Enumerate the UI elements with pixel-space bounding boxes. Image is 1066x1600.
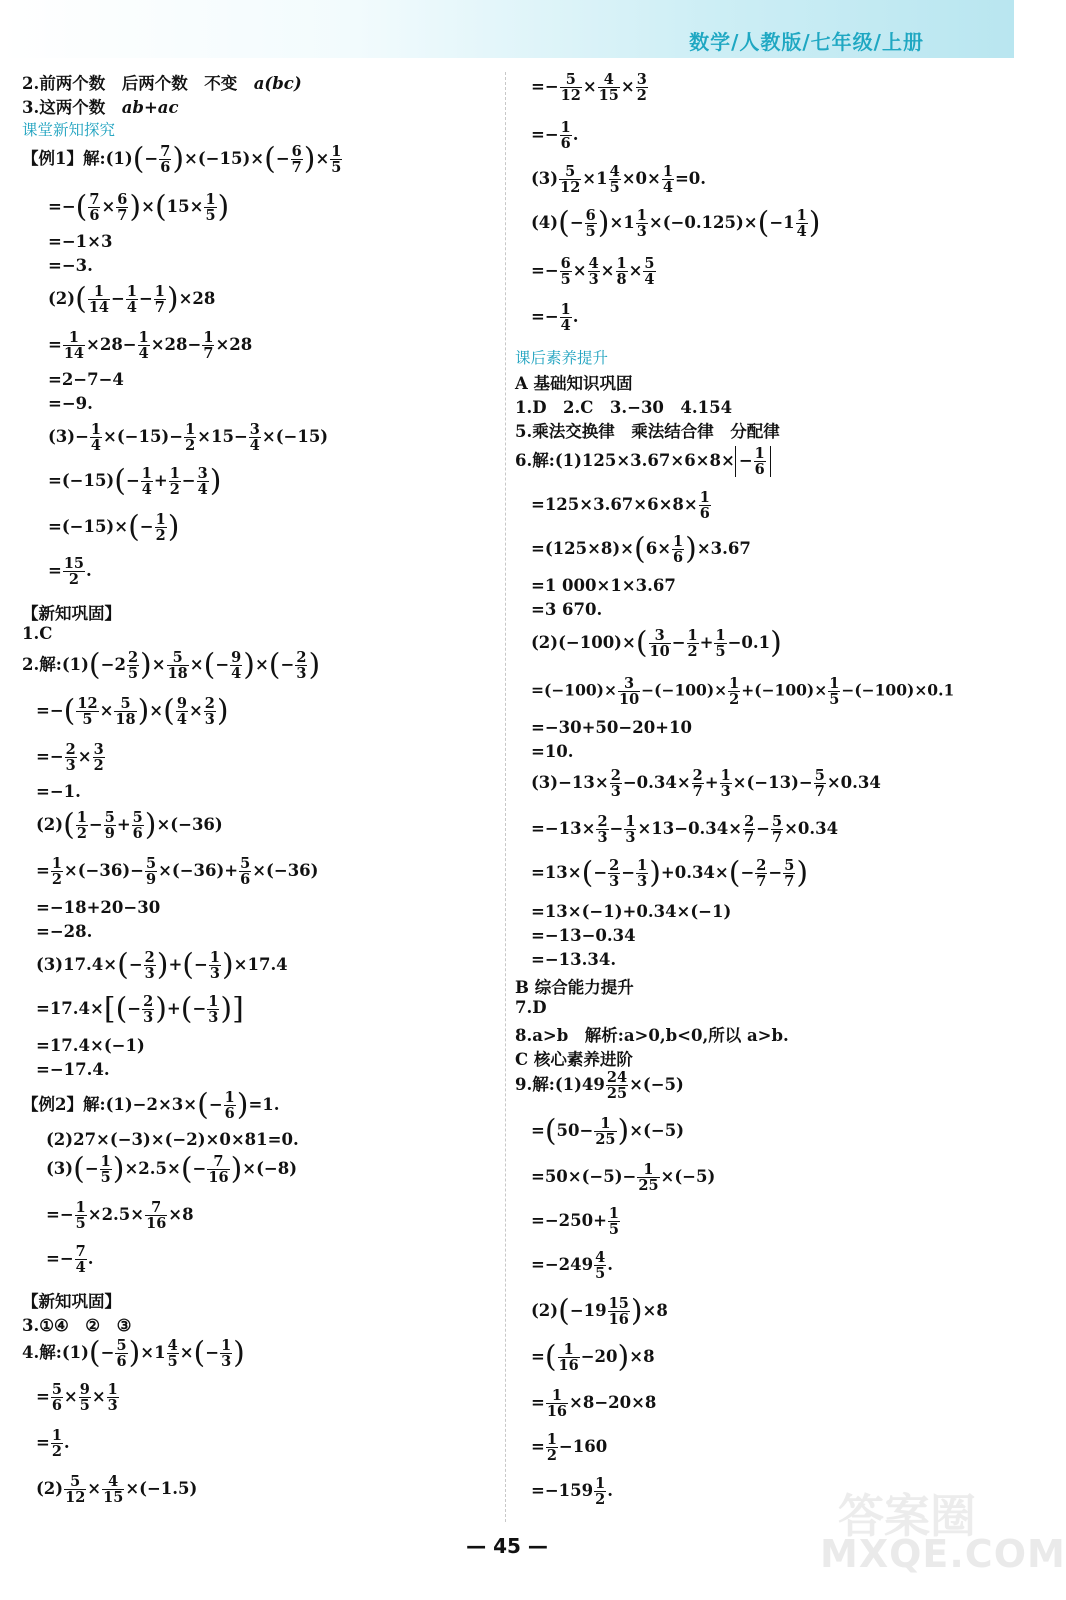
math-line: =50×(−5)− $\frac{1}{25}$ ×(−5) bbox=[531, 1161, 716, 1195]
math-line: 2.解:(1)(−2 $\frac{2}{5}$ )× $\frac{5}{18}$ ×(− $\frac{9}{4}$ )×(− $\frac{2}{3}$ ) bbox=[22, 647, 321, 683]
math-line: 4.解:(1)(− $\frac{5}{6}$ )×1 $\frac{4}{5}$ ×(− $\frac{1}{3}$ ) bbox=[22, 1335, 245, 1371]
math-line: (2)27×(−3)×(−2)×0×81=0. bbox=[46, 1130, 299, 1149]
answer-line: 5.乘法交换律 乘法结合律 分配律 bbox=[515, 422, 780, 441]
math-line: (3) $\frac{5}{12}$ ×1 $\frac{4}{5}$ ×0× $\frac{1}{4}$ =0. bbox=[531, 163, 706, 197]
math-line: (2)( $\frac{1}{14}$ − $\frac{1}{4}$ − $\frac{1}{7}$ )×28 bbox=[48, 281, 216, 317]
math-line: =−159 $\frac{1}{2}$ . bbox=[531, 1475, 613, 1509]
watermark-logo: 答案圈 bbox=[838, 1489, 976, 1543]
math-line: =13×(−1)+0.34×(−1) bbox=[531, 902, 732, 921]
subsection-heading: C 核心素养进阶 bbox=[515, 1050, 633, 1069]
math-line: =10. bbox=[531, 742, 574, 761]
math-line: =(−100)× $\frac{3}{10}$ −(−100)× $\frac{1}{2}$ +(−100)× $\frac{1}{5}$ −(−100)×0.1 bbox=[531, 675, 955, 709]
math-line: = $\frac{1}{2}$ ×(−36)− $\frac{5}{9}$ ×(−36)+ $\frac{5}{6}$ ×(−36) bbox=[36, 855, 319, 889]
answer-line: 2.前两个数 后两个数 不变 a(bc) bbox=[22, 74, 302, 93]
math-line: (3)(− $\frac{1}{5}$ )×2.5×(− $\frac{7}{16}$ )×(−8) bbox=[46, 1151, 298, 1187]
math-line: =(50− $\frac{1}{25}$ )×(−5) bbox=[531, 1113, 684, 1149]
math-line: = $\frac{1}{2}$ . bbox=[36, 1427, 70, 1461]
math-line: = $\frac{15}{2}$ . bbox=[48, 555, 92, 589]
math-line: =(−15)×(− $\frac{1}{2}$ ) bbox=[48, 509, 180, 545]
answer-line: 1.C bbox=[22, 624, 53, 643]
math-line: =17.4×(−1) bbox=[36, 1036, 145, 1055]
math-line: =(125×8)×(6× $\frac{1}{6}$ )×3.67 bbox=[531, 531, 751, 567]
math-line: (2)(−100)×( $\frac{3}{10}$ − $\frac{1}{2}$ + $\frac{1}{5}$ −0.1) bbox=[531, 625, 782, 661]
math-line: =−( $\frac{12}{5}$ × $\frac{5}{18}$ )×( $\frac{9}{4}$ × $\frac{2}{3}$ ) bbox=[36, 693, 229, 729]
math-line: =− $\frac{6}{5}$ × $\frac{4}{3}$ × $\frac{1}{8}$ × $\frac{5}{4}$ bbox=[531, 255, 655, 289]
column-divider bbox=[505, 72, 506, 1522]
subsection-heading: A 基础知识巩固 bbox=[515, 374, 633, 393]
math-line: =− $\frac{1}{6}$ . bbox=[531, 119, 579, 153]
math-line: =2−7−4 bbox=[48, 370, 124, 389]
math-line: =(−15)(− $\frac{1}{4}$ + $\frac{1}{2}$ − $\frac{3}{4}$ ) bbox=[48, 463, 222, 499]
page-number: — 45 — bbox=[466, 1534, 548, 1558]
math-line: =− $\frac{2}{3}$ × $\frac{3}{2}$ bbox=[36, 741, 104, 775]
math-line: =−13−0.34 bbox=[531, 926, 636, 945]
math-line: =−249 $\frac{4}{5}$ . bbox=[531, 1249, 613, 1283]
math-line: = $\frac{1}{2}$ −160 bbox=[531, 1431, 608, 1465]
watermark-url: MXQE.COM bbox=[820, 1532, 1066, 1576]
math-line: =− $\frac{1}{4}$ . bbox=[531, 301, 579, 335]
example-line: 【例1】解:(1)(− $\frac{7}{6}$ )×(−15)×(− $\frac{6}{7}$ )× $\frac{1}{5}$ bbox=[22, 141, 342, 177]
math-line: (3)− $\frac{1}{4}$ ×(−15)− $\frac{1}{2}$ ×15− $\frac{3}{4}$ ×(−15) bbox=[48, 421, 329, 455]
math-line: =1 000×1×3.67 bbox=[531, 576, 676, 595]
math-line: (3)17.4×(− $\frac{2}{3}$ )+(− $\frac{1}{3}$ )×17.4 bbox=[36, 947, 288, 983]
math-line: =− $\frac{7}{4}$ . bbox=[46, 1243, 94, 1277]
math-line: =13×(− $\frac{2}{3}$ − $\frac{1}{3}$ )+0.34×(− $\frac{2}{7}$ − $\frac{5}{7}$ ) bbox=[531, 855, 809, 891]
math-line: (2) $\frac{5}{12}$ × $\frac{4}{15}$ ×(−1.5) bbox=[36, 1473, 198, 1507]
math-line: =−250+ $\frac{1}{5}$ bbox=[531, 1205, 620, 1239]
header-banner bbox=[0, 0, 1014, 58]
math-line: =3 670. bbox=[531, 600, 603, 619]
answer-line: 3.①④ ② ③ bbox=[22, 1316, 132, 1335]
section-label: 【新知巩固】 bbox=[22, 1292, 121, 1311]
math-line: (3)−13× $\frac{2}{3}$ −0.34× $\frac{2}{7}$ + $\frac{1}{3}$ ×(−13)− $\frac{5}{7}$ ×0.34 bbox=[531, 767, 881, 801]
math-line: =−9. bbox=[48, 394, 93, 413]
math-line: =−13× $\frac{2}{3}$ − $\frac{1}{3}$ ×13−0.34× $\frac{2}{7}$ − $\frac{5}{7}$ ×0.34 bbox=[531, 813, 839, 847]
math-line: 9.解:(1)49 $\frac{24}{25}$ ×(−5) bbox=[515, 1069, 684, 1103]
example-line: 【例2】解:(1)−2×3×(− $\frac{1}{6}$ )=1. bbox=[22, 1087, 280, 1123]
answer-line: 3.这两个数 ab+ac bbox=[22, 98, 179, 117]
section-label: 【新知巩固】 bbox=[22, 604, 121, 623]
subsection-heading: B 综合能力提升 bbox=[515, 978, 634, 997]
math-line: (2)(−19 $\frac{15}{16}$ )×8 bbox=[531, 1293, 668, 1329]
math-line: =125×3.67×6×8× $\frac{1}{6}$ bbox=[531, 489, 710, 523]
math-line: = $\frac{5}{6}$ × $\frac{9}{5}$ × $\frac{1}{3}$ bbox=[36, 1381, 118, 1415]
math-line: =−30+50−20+10 bbox=[531, 718, 692, 737]
math-line: =−28. bbox=[36, 922, 93, 941]
math-line: = $\frac{1}{16}$ ×8−20×8 bbox=[531, 1387, 657, 1421]
answer-line: 7.D bbox=[515, 998, 547, 1017]
math-line: =− $\frac{5}{12}$ × $\frac{4}{15}$ × $\frac{3}{2}$ bbox=[531, 71, 647, 105]
math-line: (2)( $\frac{1}{2}$ − $\frac{5}{9}$ + $\frac{5}{6}$ )×(−36) bbox=[36, 807, 223, 843]
math-line: =( $\frac{1}{16}$ −20)×8 bbox=[531, 1339, 655, 1375]
math-line: =−1×3 bbox=[48, 232, 113, 251]
math-line: = $\frac{1}{14}$ ×28− $\frac{1}{4}$ ×28− $\frac{1}{7}$ ×28 bbox=[48, 329, 253, 363]
math-line: =−( $\frac{7}{6}$ × $\frac{6}{7}$ )×(15× $\frac{1}{5}$ ) bbox=[48, 189, 230, 225]
header-title: 数学/人教版/七年级/上册 bbox=[689, 30, 924, 54]
math-line: (4)(− $\frac{6}{5}$ )×1 $\frac{1}{3}$ ×(−0.125)×(−1 $\frac{1}{4}$ ) bbox=[531, 205, 821, 241]
math-line: =−3. bbox=[48, 256, 93, 275]
math-line: =17.4×[(− $\frac{2}{3}$ )+(− $\frac{1}{3}$ )] bbox=[36, 991, 244, 1027]
section-heading: 课后素养提升 bbox=[515, 349, 609, 367]
math-line: 6.解:(1)125×3.67×6×8× − $\frac{1}{6}$ bbox=[515, 446, 771, 477]
section-heading: 课堂新知探究 bbox=[22, 121, 116, 139]
answer-line: 8.a>b 解析:a>0,b<0,所以 a>b. bbox=[515, 1026, 789, 1045]
answer-line: 1.D 2.C 3.−30 4.154 bbox=[515, 398, 733, 417]
math-line: =−1. bbox=[36, 782, 81, 801]
math-line: =−17.4. bbox=[36, 1060, 110, 1079]
math-line: =− $\frac{1}{5}$ ×2.5× $\frac{7}{16}$ ×8 bbox=[46, 1199, 194, 1233]
math-line: =−13.34. bbox=[531, 950, 617, 969]
math-line: =−18+20−30 bbox=[36, 898, 161, 917]
